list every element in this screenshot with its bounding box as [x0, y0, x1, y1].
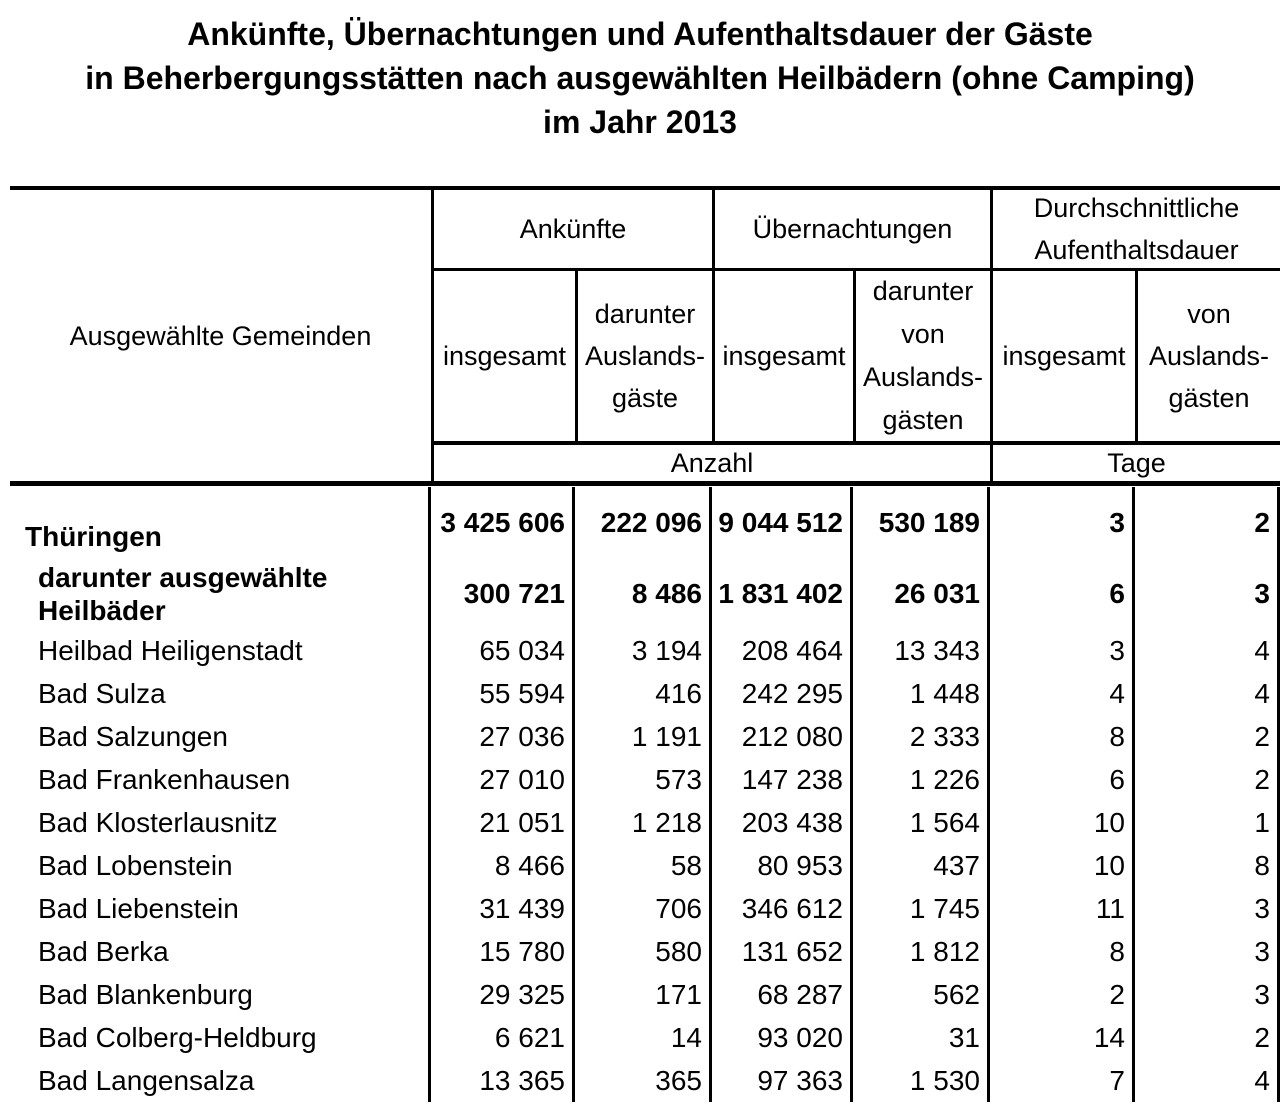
sub-header-label: darunter: [594, 299, 696, 329]
table-row: [10, 487, 1280, 559]
gemeinde-name-line: Bad Klosterlausnitz: [38, 806, 278, 838]
value-uebernachtungen-insgesamt: 1 831 402: [712, 559, 853, 629]
gemeinde-name-text: [38, 721, 228, 753]
gemeinde-name-line: Bad Lobenstein: [38, 849, 233, 881]
unit-header-tage: [993, 444, 1280, 481]
gemeinde-name-line: Bad Langensalza: [38, 1064, 255, 1096]
value-uebernachtungen-auslandsgaesten: 1 448: [853, 672, 990, 715]
value-ankuenfte-insgesamt: 27 010: [431, 758, 575, 801]
value-ankuenfte-insgesamt: 21 051: [431, 801, 575, 844]
value-uebernachtungen-auslandsgaesten: 530 189: [853, 487, 990, 559]
table-row: [10, 629, 1280, 672]
value-uebernachtungen-auslandsgaesten: 13 343: [853, 629, 990, 672]
group-header-aufenthaltsdauer-line1: Durchschnittliche: [1033, 193, 1240, 223]
value-dauer-auslandsgaesten: 2: [1135, 715, 1280, 758]
gemeinde-name-text: [38, 807, 278, 839]
value-uebernachtungen-auslandsgaesten: 2 333: [853, 715, 990, 758]
sub-header-uebernachtungen-auslandsgaesten: [856, 271, 990, 441]
sub-header-label: insgesamt: [442, 341, 567, 371]
gemeinde-name-text: [38, 1022, 317, 1054]
value-dauer-auslandsgaesten: 3: [1135, 973, 1280, 1016]
sub-header-label: Auslands-: [862, 362, 984, 392]
sub-header-ankuenfte-auslandsgaeste: [578, 271, 712, 441]
value-ankuenfte-insgesamt: 300 721: [431, 559, 575, 629]
header-bottom-rule: [10, 481, 1280, 486]
group-header-uebernachtungen-label: Übernachtungen: [752, 214, 953, 244]
table-header: [10, 186, 1280, 486]
value-uebernachtungen-insgesamt: 97 363: [712, 1059, 853, 1102]
gemeinde-name-text: [38, 979, 253, 1011]
value-ankuenfte-auslandsgaeste: 365: [575, 1059, 712, 1102]
value-ankuenfte-insgesamt: 29 325: [431, 973, 575, 1016]
page-title-line2: in Beherbergungsstätten nach ausgewählten Heilbädern (ohne Camping): [85, 60, 1195, 96]
sub-header-label: insgesamt: [722, 341, 846, 371]
gemeinde-name-line: Bad Frankenhausen: [38, 763, 291, 795]
gemeinde-name-text: [38, 1065, 254, 1097]
value-dauer-insgesamt: 3: [990, 629, 1135, 672]
value-ankuenfte-insgesamt: 3 425 606: [431, 487, 575, 559]
value-ankuenfte-insgesamt: 55 594: [431, 672, 575, 715]
value-ankuenfte-insgesamt: 31 439: [431, 887, 575, 930]
gemeinde-name-text: [38, 936, 169, 968]
value-dauer-insgesamt: 4: [990, 672, 1135, 715]
value-dauer-auslandsgaesten: 2: [1135, 758, 1280, 801]
value-dauer-auslandsgaesten: 4: [1135, 672, 1280, 715]
table-row: [10, 844, 1280, 887]
gemeinde-name: [10, 672, 431, 715]
value-ankuenfte-auslandsgaeste: 580: [575, 930, 712, 973]
table-row: [10, 930, 1280, 973]
gemeinde-name: [10, 801, 431, 844]
sub-header-label: Auslands-: [584, 341, 706, 371]
group-header-ankuenfte: [434, 190, 712, 268]
gemeinde-name: [10, 715, 431, 758]
sub-header-label: Auslands-: [1148, 341, 1270, 371]
value-uebernachtungen-auslandsgaesten: 1 530: [853, 1059, 990, 1102]
value-dauer-auslandsgaesten: 1: [1135, 801, 1280, 844]
value-ankuenfte-auslandsgaeste: 1 191: [575, 715, 712, 758]
group-header-uebernachtungen: [715, 190, 990, 268]
value-ankuenfte-auslandsgaeste: 171: [575, 973, 712, 1016]
value-ankuenfte-auslandsgaeste: 3 194: [575, 629, 712, 672]
value-ankuenfte-auslandsgaeste: 416: [575, 672, 712, 715]
table-row: [10, 672, 1280, 715]
value-dauer-insgesamt: 3: [990, 487, 1135, 559]
gemeinde-name: [10, 629, 431, 672]
value-dauer-insgesamt: 10: [990, 801, 1135, 844]
sub-header-label: gäste: [611, 383, 679, 413]
value-uebernachtungen-auslandsgaesten: 562: [853, 973, 990, 1016]
value-dauer-auslandsgaesten: 8: [1135, 844, 1280, 887]
value-dauer-auslandsgaesten: 3: [1135, 559, 1280, 629]
value-uebernachtungen-auslandsgaesten: 31: [853, 1016, 990, 1059]
gemeinde-name: [10, 1016, 431, 1059]
table-row: [10, 1016, 1280, 1059]
table-row: [10, 973, 1280, 1016]
gemeinde-name: [10, 1059, 431, 1102]
page-title-line1: Ankünfte, Übernachtungen und Aufenthaltsdauer der Gäste: [187, 16, 1093, 52]
value-dauer-insgesamt: 6: [990, 559, 1135, 629]
value-dauer-auslandsgaesten: 2: [1135, 487, 1280, 559]
gemeinde-name-line: Heilbad Heiligenstadt: [38, 634, 303, 666]
sub-header-label: insgesamt: [1002, 341, 1126, 371]
table-row: [10, 758, 1280, 801]
value-uebernachtungen-insgesamt: 346 612: [712, 887, 853, 930]
value-dauer-auslandsgaesten: 3: [1135, 930, 1280, 973]
table-row: [10, 1059, 1280, 1102]
page-title: [0, 12, 1280, 144]
value-ankuenfte-insgesamt: 8 466: [431, 844, 575, 887]
unit-header-tage-label: Tage: [1107, 447, 1166, 478]
value-dauer-insgesamt: 14: [990, 1016, 1135, 1059]
page-title-line3: im Jahr 2013: [543, 104, 737, 140]
unit-header-anzahl: [434, 444, 990, 481]
gemeinde-name-text: [25, 521, 162, 553]
value-dauer-insgesamt: 10: [990, 844, 1135, 887]
gemeinde-name-line: Bad Salzungen: [38, 720, 228, 752]
value-dauer-insgesamt: 7: [990, 1059, 1135, 1102]
value-ankuenfte-auslandsgaeste: 14: [575, 1016, 712, 1059]
gemeinde-name-line: Bad Sulza: [38, 677, 166, 709]
value-ankuenfte-insgesamt: 27 036: [431, 715, 575, 758]
value-dauer-insgesamt: 8: [990, 715, 1135, 758]
value-dauer-insgesamt: 2: [990, 973, 1135, 1016]
value-uebernachtungen-insgesamt: 80 953: [712, 844, 853, 887]
table-row: [10, 801, 1280, 844]
gemeinde-name-text: [38, 678, 166, 710]
gemeinde-name-text: [38, 893, 239, 925]
value-uebernachtungen-auslandsgaesten: 437: [853, 844, 990, 887]
gemeinde-name-line: darunter ausgewählte: [38, 562, 328, 593]
value-uebernachtungen-insgesamt: 131 652: [712, 930, 853, 973]
value-ankuenfte-auslandsgaeste: 706: [575, 887, 712, 930]
sub-header-uebernachtungen-insgesamt: [715, 271, 853, 441]
table-row: [10, 887, 1280, 930]
gemeinde-name: [10, 559, 431, 629]
value-uebernachtungen-insgesamt: 203 438: [712, 801, 853, 844]
gemeinde-name-line: Heilbäder: [38, 595, 166, 626]
value-uebernachtungen-insgesamt: 68 287: [712, 973, 853, 1016]
value-ankuenfte-auslandsgaeste: 573: [575, 758, 712, 801]
value-uebernachtungen-auslandsgaesten: 1 564: [853, 801, 990, 844]
gemeinde-name-line: Bad Colberg-Heldburg: [38, 1021, 317, 1053]
sub-header-label: gästen: [882, 405, 964, 435]
sub-header-dauer-auslandsgaesten: [1138, 271, 1280, 441]
value-ankuenfte-auslandsgaeste: 1 218: [575, 801, 712, 844]
gemeinde-name-line: Bad Blankenburg: [38, 978, 253, 1010]
value-uebernachtungen-insgesamt: 208 464: [712, 629, 853, 672]
group-header-ankuenfte-label: Ankünfte: [519, 214, 627, 244]
gemeinde-name-text: [38, 764, 290, 796]
table-row: [10, 715, 1280, 758]
value-dauer-auslandsgaesten: 3: [1135, 887, 1280, 930]
sub-header-label: gästen: [1168, 383, 1250, 413]
col-header-gemeinden-label: Ausgewählte Gemeinden: [69, 320, 372, 351]
value-uebernachtungen-insgesamt: 242 295: [712, 672, 853, 715]
value-ankuenfte-auslandsgaeste: 58: [575, 844, 712, 887]
value-uebernachtungen-auslandsgaesten: 26 031: [853, 559, 990, 629]
value-uebernachtungen-auslandsgaesten: 1 226: [853, 758, 990, 801]
value-uebernachtungen-insgesamt: 212 080: [712, 715, 853, 758]
value-uebernachtungen-insgesamt: 9 044 512: [712, 487, 853, 559]
value-ankuenfte-insgesamt: 6 621: [431, 1016, 575, 1059]
sub-header-label: von: [901, 319, 945, 349]
sub-header-dauer-insgesamt: [993, 271, 1135, 441]
value-dauer-insgesamt: 6: [990, 758, 1135, 801]
sub-header-label: darunter: [872, 276, 974, 306]
value-dauer-auslandsgaesten: 4: [1135, 1059, 1280, 1102]
value-uebernachtungen-auslandsgaesten: 1 812: [853, 930, 990, 973]
gemeinde-name: [10, 487, 431, 559]
value-dauer-auslandsgaesten: 4: [1135, 629, 1280, 672]
gemeinde-name-text: [38, 561, 327, 627]
group-header-aufenthaltsdauer-line2: Aufenthaltsdauer: [1034, 235, 1239, 265]
value-uebernachtungen-insgesamt: 93 020: [712, 1016, 853, 1059]
gemeinde-name-line: Bad Berka: [38, 935, 169, 967]
unit-header-anzahl-label: Anzahl: [670, 447, 754, 478]
group-header-aufenthaltsdauer: [993, 190, 1280, 268]
value-uebernachtungen-auslandsgaesten: 1 745: [853, 887, 990, 930]
gemeinde-name-text: [38, 635, 303, 667]
value-ankuenfte-auslandsgaeste: 222 096: [575, 487, 712, 559]
gemeinde-name: [10, 930, 431, 973]
gemeinde-name-text: [38, 850, 233, 882]
table-row: [10, 559, 1280, 629]
gemeinde-name: [10, 973, 431, 1016]
value-ankuenfte-insgesamt: 13 365: [431, 1059, 575, 1102]
value-ankuenfte-insgesamt: 15 780: [431, 930, 575, 973]
table-body: [10, 487, 1280, 1102]
gemeinde-name-line: Bad Liebenstein: [38, 892, 239, 924]
value-dauer-insgesamt: 8: [990, 930, 1135, 973]
value-dauer-insgesamt: 11: [990, 887, 1135, 930]
gemeinde-name: [10, 844, 431, 887]
gemeinde-name: [10, 887, 431, 930]
value-uebernachtungen-insgesamt: 147 238: [712, 758, 853, 801]
sub-header-label: von: [1187, 299, 1231, 329]
value-dauer-auslandsgaesten: 2: [1135, 1016, 1280, 1059]
col-header-gemeinden: [10, 190, 431, 481]
gemeinde-name: [10, 758, 431, 801]
value-ankuenfte-auslandsgaeste: 8 486: [575, 559, 712, 629]
gemeinde-name-line: Thüringen: [25, 521, 162, 552]
value-ankuenfte-insgesamt: 65 034: [431, 629, 575, 672]
sub-header-ankuenfte-insgesamt: [434, 271, 575, 441]
